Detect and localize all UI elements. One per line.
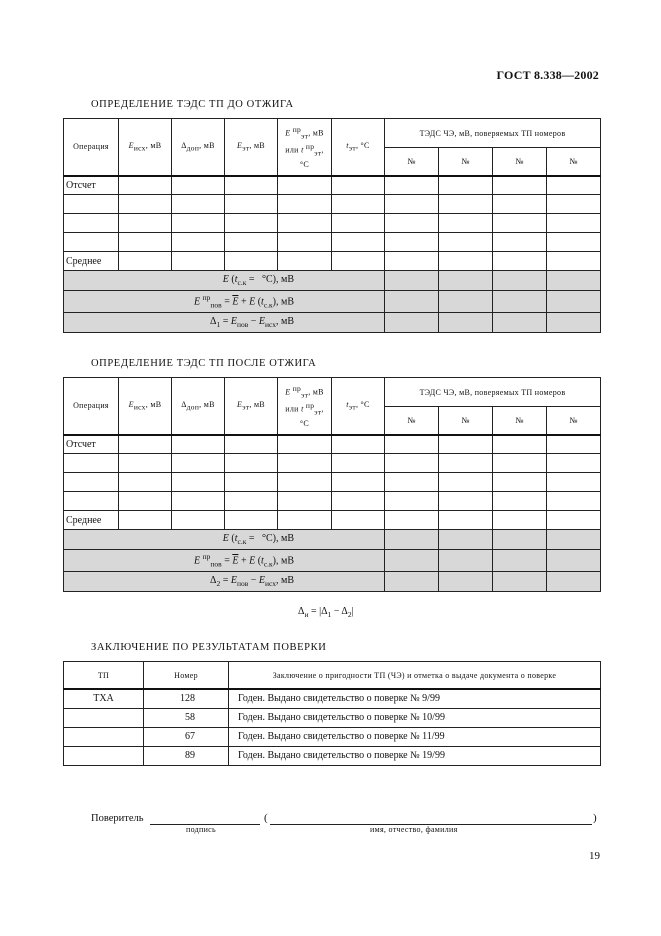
col-no-4: № bbox=[547, 407, 601, 435]
row-label: Среднее bbox=[64, 511, 119, 530]
sum-row-e-ck: E $(t_{с.к} = ^\circ C)$, мВ bbox=[64, 271, 385, 291]
sum-row-e-ck: E $(t_{с.к} = ^\circ C)$, мВ bbox=[64, 530, 385, 550]
sum-row-e-pov: E $^{пр}_{пов} = \overline{E} + E$ $(t_{с.к})$, мВ bbox=[64, 550, 385, 572]
col-no-4: № bbox=[547, 148, 601, 176]
col-no-3: № bbox=[493, 407, 547, 435]
col-no-1: № bbox=[385, 148, 439, 176]
col-group-tp: ТЭДС ЧЭ, мВ, поверяемых ТП номеров bbox=[385, 378, 601, 407]
col-tp: ТП bbox=[64, 662, 144, 690]
conclusion-table bbox=[63, 661, 601, 766]
col-no-2: № bbox=[439, 407, 493, 435]
col-operation: Операция bbox=[64, 378, 119, 435]
verifier-label: Поверитель bbox=[91, 813, 144, 824]
col-no-1: № bbox=[385, 407, 439, 435]
col-t-et: $t_{эт}$, °C bbox=[332, 119, 385, 176]
name-caption: имя, отчество, фамилия bbox=[370, 825, 458, 834]
signature-caption: подпись bbox=[186, 825, 216, 834]
paren-close: ) bbox=[593, 812, 597, 824]
col-e-isx: $E_{исх}$, мВ bbox=[119, 119, 172, 176]
table-row: 58 Годен. Выдано свидетельство о поверке № 10/99 bbox=[64, 708, 601, 727]
table-after-annealing bbox=[63, 377, 601, 592]
table-before-annealing bbox=[63, 118, 601, 333]
table-row: 67 Годен. Выдано свидетельство о поверке № 11/99 bbox=[64, 727, 601, 746]
sum-row-e-pov: E $^{пр}_{пов} = \overline{E} + E$ $(t_{с.к})$, мВ bbox=[64, 291, 385, 313]
col-group-tp: ТЭДС ЧЭ, мВ, поверяемых ТП номеров bbox=[385, 119, 601, 148]
table-row: 89 Годен. Выдано свидетельство о поверке № 19/99 bbox=[64, 746, 601, 765]
paren-open: ( bbox=[264, 812, 268, 824]
col-conclusion: Заключение о пригодности ТП (ЧЭ) и отметка о выдаче документа о поверке bbox=[229, 662, 601, 690]
col-e-et: $E_{эт}$, мВ bbox=[225, 119, 278, 176]
row-label: Отсчет bbox=[64, 435, 119, 454]
col-e-et: $E_{эт}$, мВ bbox=[225, 378, 278, 435]
col-e-isx: $E_{исх}$, мВ bbox=[119, 378, 172, 435]
sum-row-delta2: $\Delta_2 = E_{пов} - E_{исх}$, мВ bbox=[64, 572, 385, 592]
col-no-3: № bbox=[493, 148, 547, 176]
table1-title: ОПРЕДЕЛЕНИЕ ТЭДС ТП ДО ОТЖИГА bbox=[91, 99, 294, 110]
delta-formula: $\Delta_и = |\Delta_1 - \Delta_2|$ bbox=[298, 606, 354, 619]
sum-row-delta1: $\Delta_1 = E_{пов} - E_{исх}$, мВ bbox=[64, 313, 385, 333]
table-row: ТХА 128 Годен. Выдано свидетельство о поверке № 9/99 bbox=[64, 689, 601, 708]
standard-number: ГОСТ 8.338—2002 bbox=[496, 68, 599, 82]
col-operation: Операция bbox=[64, 119, 119, 176]
row-label: Среднее bbox=[64, 252, 119, 271]
col-delta-dop: $\Delta_{доп}$, мВ bbox=[172, 378, 225, 435]
page-number: 19 bbox=[589, 850, 600, 862]
col-delta-dop: $\Delta_{доп}$, мВ bbox=[172, 119, 225, 176]
col-e-pr: E $^{пр}_{эт}$, мВ или t $^{пр}_{эт}$, °C bbox=[278, 378, 332, 435]
row-label: Отсчет bbox=[64, 176, 119, 195]
table2-title: ОПРЕДЕЛЕНИЕ ТЭДС ТП ПОСЛЕ ОТЖИГА bbox=[91, 358, 317, 369]
col-number: Номер bbox=[144, 662, 229, 690]
col-t-et: $t_{эт}$, °C bbox=[332, 378, 385, 435]
conclusion-title: ЗАКЛЮЧЕНИЕ ПО РЕЗУЛЬТАТАМ ПОВЕРКИ bbox=[91, 642, 327, 653]
col-no-2: № bbox=[439, 148, 493, 176]
col-e-pr: E $^{пр}_{эт}$, мВ или t $^{пр}_{эт}$, °C bbox=[278, 119, 332, 176]
